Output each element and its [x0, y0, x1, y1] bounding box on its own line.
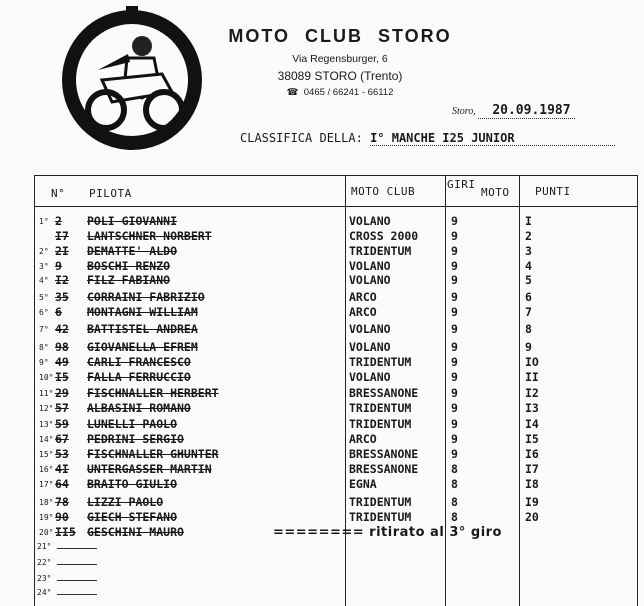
row-moto-club: CROSS 2000: [349, 229, 419, 243]
row-punti: 4: [525, 259, 532, 273]
row-position: 5°: [39, 293, 49, 302]
row-punti: I6: [525, 447, 539, 461]
row-punti: 3: [525, 244, 532, 258]
classifica-value: I° MANCHE I25 JUNIOR: [370, 131, 615, 146]
row-pilota: FALLA FERRUCCIO: [87, 370, 191, 384]
row-position: 18°: [39, 498, 54, 507]
club-phone: ☎ 0465 / 66241 - 66112: [286, 87, 394, 98]
row-giri: 9: [451, 259, 458, 273]
row-giri: 9: [451, 322, 458, 336]
row-number: 2: [55, 214, 62, 228]
col-header-punti: PUNTI: [535, 185, 571, 198]
date-label: Storo,: [452, 106, 476, 117]
row-giri: 9: [451, 370, 458, 384]
row-number: I5: [55, 370, 69, 384]
row-giri: 9: [451, 386, 458, 400]
row-giri: 8: [451, 477, 458, 491]
row-punti: I9: [525, 495, 539, 509]
row-moto-club: VOLANO: [349, 370, 391, 384]
row-moto-club: VOLANO: [349, 273, 391, 287]
blank-row: [37, 542, 97, 551]
row-number: 49: [55, 355, 69, 369]
row-number: I7: [55, 229, 69, 243]
row-pilota: GIOVANELLA EFREM: [87, 340, 198, 354]
row-pilota: PEDRINI SERGIO: [87, 432, 184, 446]
row-position: 10°: [39, 373, 54, 382]
row-number: 53: [55, 447, 69, 461]
blank-row-line: [57, 594, 97, 595]
row-number: 2I: [55, 244, 69, 258]
results-table: [34, 175, 638, 606]
row-pilota: POLI GIOVANNI: [87, 214, 178, 228]
row-position: 15°: [39, 450, 54, 459]
blank-row-position: 24°: [37, 588, 52, 597]
row-pilota: FILZ FABIANO: [87, 273, 171, 287]
row-giri: 9: [451, 229, 458, 243]
row-pilota: LUNELLI PAOLO: [87, 417, 178, 431]
row-pilota: LANTSCHNER NORBERT: [87, 229, 212, 243]
row-giri: 9: [451, 447, 458, 461]
row-giri: 9: [451, 401, 458, 415]
row-pilota: BOSCHI RENZO: [87, 259, 171, 273]
row-position: 9°: [39, 358, 49, 367]
row-moto-club: ARCO: [349, 305, 377, 319]
row-number: 35: [55, 290, 69, 304]
row-moto-club: TRIDENTUM: [349, 495, 412, 509]
row-number: 4I: [55, 462, 69, 476]
row-number: 9: [55, 259, 62, 273]
blank-row-line: [57, 580, 97, 581]
blank-row: [37, 574, 97, 583]
row-moto-club: TRIDENTUM: [349, 417, 412, 431]
row-number: 64: [55, 477, 69, 491]
row-punti: 6: [525, 290, 532, 304]
row-pilota: MONTAGNI WILLIAM: [87, 305, 198, 319]
blank-row: [37, 558, 97, 567]
row-position: 16°: [39, 465, 54, 474]
row-moto-club: TRIDENTUM: [349, 355, 412, 369]
club-address: Via Regensburger, 6: [292, 53, 388, 65]
row-position: 2°: [39, 247, 49, 256]
row-position: 1°: [39, 217, 49, 226]
row-position: 6°: [39, 308, 49, 317]
club-logo: [52, 6, 212, 154]
row-number: 98: [55, 340, 69, 354]
date-line: [452, 103, 575, 118]
row-giri: 8: [451, 462, 458, 476]
row-punti: I7: [525, 462, 539, 476]
club-city: 38089 STORO (Trento): [277, 69, 403, 83]
row-giri: 8: [451, 495, 458, 509]
classifica-label: CLASSIFICA DELLA:: [240, 131, 363, 145]
row-number: 42: [55, 322, 69, 336]
row-moto-club: VOLANO: [349, 322, 391, 336]
row-punti: I4: [525, 417, 539, 431]
blank-row-position: 22°: [37, 558, 52, 567]
row-number: 67: [55, 432, 69, 446]
row-punti: I5: [525, 432, 539, 446]
row-giri: 9: [451, 290, 458, 304]
row-number: 59: [55, 417, 69, 431]
row-moto-club: TRIDENTUM: [349, 510, 412, 524]
row-position: 14°: [39, 435, 54, 444]
row-moto-club: BRESSANONE: [349, 386, 419, 400]
row-giri: 9: [451, 417, 458, 431]
col-header-moto: MOTO: [481, 186, 510, 199]
row-number: 90: [55, 510, 69, 524]
row-giri: 9: [451, 214, 458, 228]
row-punti: I2: [525, 386, 539, 400]
row-number: 78: [55, 495, 69, 509]
row-moto-club: BRESSANONE: [349, 462, 419, 476]
row-pilota: FISCHNALLER HERBERT: [87, 386, 219, 400]
row-punti: IO: [525, 355, 539, 369]
club-header: [225, 26, 455, 98]
row-moto-club: ARCO: [349, 290, 377, 304]
row-note: ======== ritirato al 3° giro: [273, 525, 502, 540]
row-giri: 9: [451, 273, 458, 287]
blank-row-line: [57, 548, 97, 549]
row-punti: I8: [525, 477, 539, 491]
date-value: 20.09.1987: [478, 103, 574, 119]
row-punti: 20: [525, 510, 539, 524]
blank-row-position: 23°: [37, 574, 52, 583]
classifica-line: [240, 131, 615, 145]
row-position: 8°: [39, 343, 49, 352]
column-divider: [345, 176, 346, 606]
row-punti: 2: [525, 229, 532, 243]
row-pilota: BRAITO GIULIO: [87, 477, 178, 491]
row-position: 3°: [39, 262, 49, 271]
row-position: 11°: [39, 389, 54, 398]
row-punti: II: [525, 370, 539, 384]
row-moto-club: EGNA: [349, 477, 377, 491]
row-punti: I3: [525, 401, 539, 415]
row-pilota: GIECH STEFANO: [87, 510, 178, 524]
club-name: MOTO CLUB STORO: [228, 26, 452, 46]
row-position: 12°: [39, 404, 54, 413]
column-divider: [519, 176, 520, 606]
col-header-giri: GIRI: [447, 178, 476, 191]
telephone-icon: ☎: [286, 87, 299, 98]
row-position: 7°: [39, 325, 49, 334]
row-punti: 7: [525, 305, 532, 319]
row-moto-club: ARCO: [349, 432, 377, 446]
row-giri: 9: [451, 244, 458, 258]
row-giri: 9: [451, 432, 458, 446]
row-pilota: LIZZI PAOLO: [87, 495, 164, 509]
row-number: 6: [55, 305, 62, 319]
blank-row-line: [57, 564, 97, 565]
row-moto-club: VOLANO: [349, 340, 391, 354]
row-pilota: BATTISTEL ANDREA: [87, 322, 198, 336]
row-punti: 8: [525, 322, 532, 336]
row-position: 20°: [39, 528, 54, 537]
row-position: 4°: [39, 276, 49, 285]
row-pilota: GESCHINI MAURO: [87, 525, 184, 539]
row-moto-club: VOLANO: [349, 214, 391, 228]
row-giri: 9: [451, 340, 458, 354]
row-number: 57: [55, 401, 69, 415]
column-divider: [445, 176, 446, 606]
row-pilota: CARLI FRANCESCO: [87, 355, 191, 369]
row-punti: I: [525, 214, 532, 228]
blank-row: [37, 588, 97, 597]
row-pilota: CORRAINI FABRIZIO: [87, 290, 205, 304]
row-number: II5: [55, 525, 76, 539]
col-header-moto-club: MOTO CLUB: [351, 185, 416, 198]
row-moto-club: TRIDENTUM: [349, 401, 412, 415]
row-giri: 9: [451, 305, 458, 319]
row-moto-club: BRESSANONE: [349, 447, 419, 461]
row-number: 29: [55, 386, 69, 400]
row-giri: 8: [451, 510, 458, 524]
row-pilota: ALBASINI ROMANO: [87, 401, 191, 415]
row-pilota: FISCHNALLER GHUNTER: [87, 447, 219, 461]
row-pilota: DEMATTE' ALDO: [87, 244, 178, 258]
row-punti: 9: [525, 340, 532, 354]
row-moto-club: VOLANO: [349, 259, 391, 273]
row-position: 17°: [39, 480, 54, 489]
row-moto-club: TRIDENTUM: [349, 244, 412, 258]
row-number: I2: [55, 273, 69, 287]
row-giri: 9: [451, 355, 458, 369]
row-pilota: UNTERGASSER MARTIN: [87, 462, 212, 476]
row-position: 13°: [39, 420, 54, 429]
row-position: 19°: [39, 513, 54, 522]
row-punti: 5: [525, 273, 532, 287]
col-header-pilota: PILOTA: [89, 187, 132, 200]
header-divider: [35, 206, 637, 207]
blank-row-position: 21°: [37, 542, 52, 551]
col-header-num: N°: [51, 187, 66, 200]
